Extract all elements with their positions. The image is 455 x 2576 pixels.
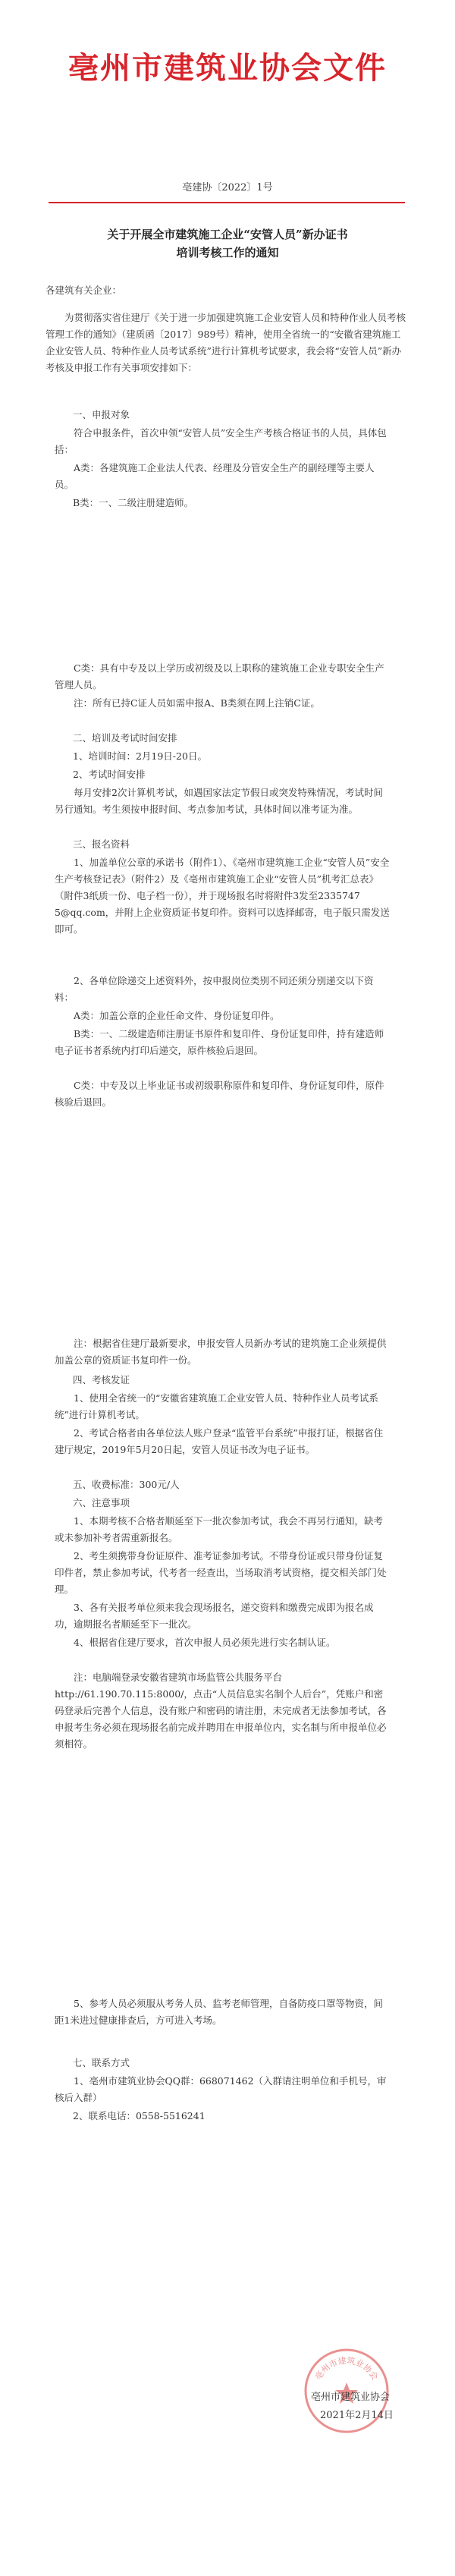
mid-note: 注：根据省住建厅最新要求，申报安管人员新办考试的建筑施工企业须提供加盖公章的资质证书复印件一份。 bbox=[55, 1338, 387, 1366]
section-2-item-2: 2、考试时间安排 bbox=[73, 769, 146, 780]
salutation: 各建筑有关企业： bbox=[46, 285, 122, 296]
section-5-heading: 五、收费标准：300元/人 bbox=[73, 1479, 180, 1490]
section-2-item-1: 1、培训时间：2月19日-20日。 bbox=[73, 750, 207, 762]
section-1-class-c: C类：具有中专及以上学历或初级及以上职称的建筑施工企业专职安全生产管理人员。 bbox=[55, 662, 384, 690]
org-header-title: 亳州市建筑业协会文件 bbox=[68, 51, 387, 86]
section-4-item-2: 2、考试合格者由各单位法人账户登录“监管平台系统”申报打证，根据省住建厅规定，2019年5月20日起，安管人员证书改为电子证书。 bbox=[55, 1427, 384, 1455]
section-6-note: 注：电脑端登录安徽省建筑市场监管公共服务平台http://61.190.70.115:8000/，点击“人员信息实名制个人后台”，凭账户和密码登录后完善个人信息，没有账户和密码的请注册，未完成者无法参加考试，各申报考生务必须在现场报名前完成并聘用在申报单位内，实名制与所申报单位必须相符。 bbox=[55, 1672, 387, 1750]
section-3-class-b: B类：一、二级建造师注册证书原件和复印件、身份证复印件，持有建造师电子证书者系统内打印后递交，原件核验后退回。 bbox=[55, 1028, 384, 1056]
notice-title-line-2: 培训考核工作的通知 bbox=[176, 246, 279, 259]
intro-paragraph: 为贯彻落实省住建厅《关于进一步加强建筑施工企业安管人员和特种作业人员考核管理工作的通知》（建质函〔2017〕989号）精神，使用全省统一的“安徽省建筑施工企业安管人员、特种作业人员考试系统”进行计算机考试要求，我会将“安管人员”新办考核及申报工作有关事项安排如下： bbox=[46, 312, 406, 373]
section-7-item-2: 2、联系电话：0558-5516241 bbox=[73, 2110, 206, 2122]
section-3-item-1: 1、加盖单位公章的承诺书（附件1）、《亳州市建筑施工企业“安管人员”安全生产考核登记表》（附件2）及《亳州市建筑施工企业“安管人员”机考汇总表》（附件3纸质一份、电子档一份），并于现场报名时将附件3发至2335747​5@qq.com，并附上企业资质证书复印件。资料可以选择邮寄，电子版只需发送即可。 bbox=[55, 857, 390, 935]
section-4-heading: 四、考核发证 bbox=[73, 1374, 130, 1386]
section-3-class-c: C类：中专及以上毕业证书或初级职称原件和复印件、身份证复印件，原件核验后退回。 bbox=[55, 1080, 384, 1108]
notice-title-line-1: 关于开展全市建筑施工企业“安管人员”新办证书 bbox=[107, 228, 348, 241]
section-6-item-1: 1、本期考核不合格者顺延至下一批次参加考试，我会不再另行通知，缺考或未参加补考者需重新报名。 bbox=[55, 1515, 383, 1543]
section-2-heading: 二、培训及考试时间安排 bbox=[73, 732, 177, 744]
section-2-item-2-text: 每月安排2次计算机考试，如遇国家法定节假日或突发特殊情况，考试时间另行通知。考生须按申报时间、考点参加考试，具体时间以准考证为准。 bbox=[55, 787, 383, 815]
section-3-heading: 三、报名资料 bbox=[73, 838, 130, 850]
signature-org: 亳州市建筑业协会 bbox=[311, 2392, 391, 2403]
signature-date: 2021年2月14日 bbox=[320, 2410, 394, 2421]
section-1-heading: 一、申报对象 bbox=[73, 409, 130, 420]
section-1-class-b: B类：一、二级注册建造师。 bbox=[73, 497, 194, 508]
document-number: 亳建协〔2022〕1号 bbox=[182, 182, 273, 193]
svg-text:亳州市建筑业协会 bbox=[312, 2355, 381, 2382]
section-1-class-a: A类：各建筑施工企业法人代表、经理及分管安全生产的副经理等主要人员。 bbox=[55, 462, 375, 490]
section-1-note: 注：所有已持C证人员如需申报A、B类须在网上注销C证。 bbox=[74, 697, 320, 709]
section-6-item-5: 5、参考人员必须服从考务人员、监考老师管理，自备防疫口罩等物资，间距1米进过健康排查后，方可进入考场。 bbox=[55, 1998, 383, 2026]
section-7-item-1: 1、亳州市建筑业协会QQ群：668071462（入群请注明单位和手机号，审核后入群） bbox=[55, 2075, 387, 2103]
section-1-text: 符合申报条件，首次申领“安管人员”安全生产考核合格证书的人员，具体包括： bbox=[55, 427, 387, 455]
section-3-item-2: 2、各单位除递交上述资料外，按申报岗位类别不同还须分别递交以下资料： bbox=[55, 975, 374, 1003]
section-6-heading: 六、注意事项 bbox=[73, 1497, 130, 1508]
section-3-class-a: A类：加盖公章的企业任命文件、身份证复印件。 bbox=[74, 1010, 280, 1021]
section-4-item-1: 1、使用全省统一的“安徽省建筑施工企业安管人员、特种作业人员考试系统”进行计算机考试。 bbox=[55, 1392, 378, 1420]
section-6-item-3: 3、各有关报考单位须来我会现场报名，递交资料和缴费完成即为报名成功，逾期报名者顺延至下一批次。 bbox=[55, 1602, 374, 1630]
section-6-item-4: 4、根据省住建厅要求，首次申报人员必须先进行实名制认证。 bbox=[74, 1637, 336, 1648]
red-divider-line bbox=[49, 202, 405, 203]
section-6-item-2: 2、考生须携带身份证原件、准考证参加考试。不带身份证或只带身份证复印件者，禁止参加考试，代考者一经查出，当场取消考试资格，提交相关部门处理。 bbox=[55, 1550, 387, 1595]
section-7-heading: 七、联系方式 bbox=[73, 2057, 130, 2068]
seal-text: 亳州市建筑业协会 bbox=[313, 2355, 380, 2382]
